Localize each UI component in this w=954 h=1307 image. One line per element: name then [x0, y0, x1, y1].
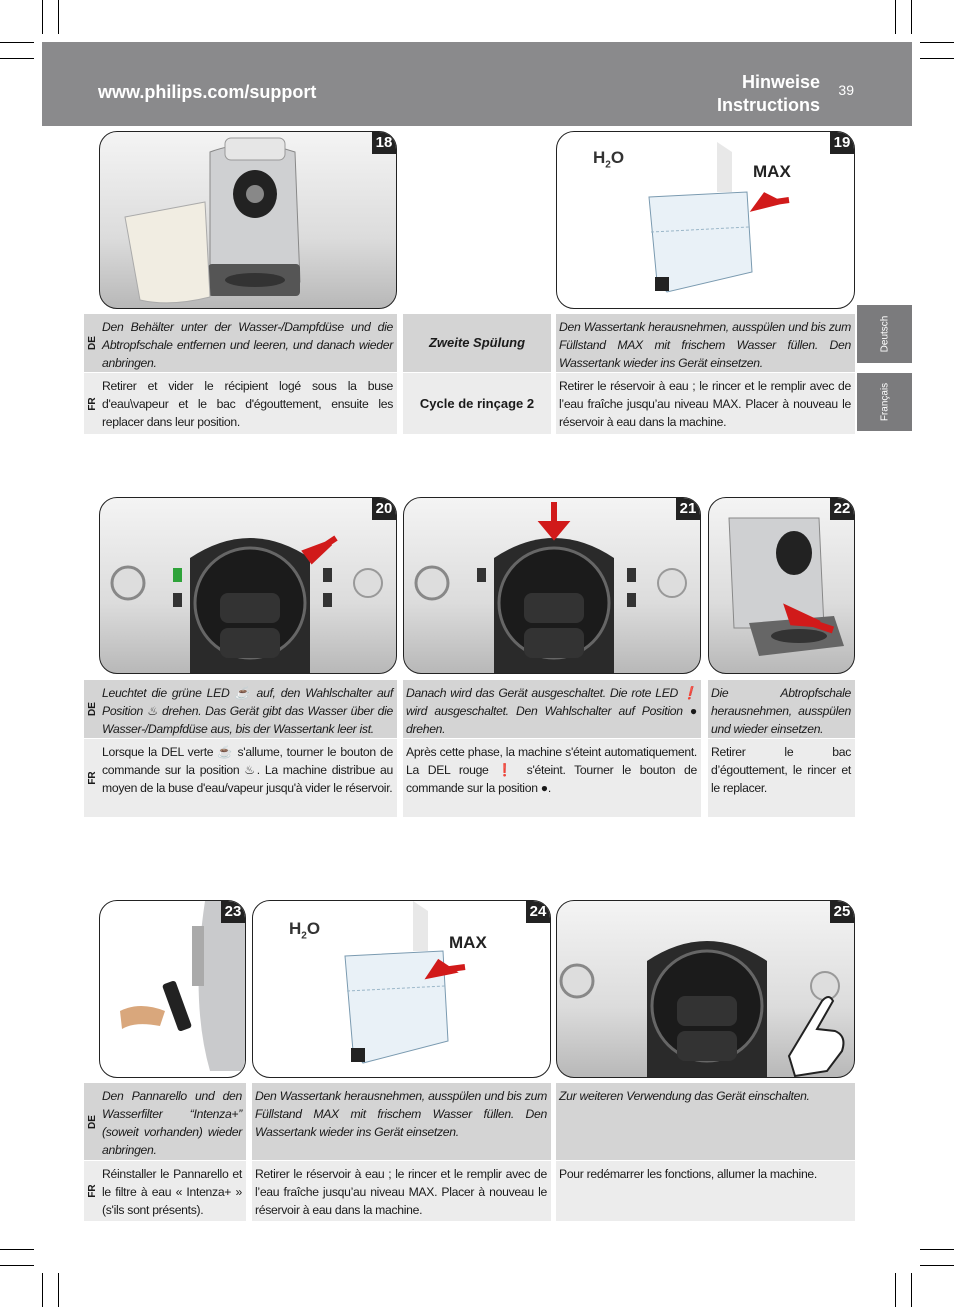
step-25-text-fr: Pour redémarrer les fonctions, allumer la machine.	[556, 1161, 855, 1221]
crop-mark	[895, 1273, 896, 1307]
step-25-photo	[556, 900, 855, 1078]
step-19-photo	[556, 131, 855, 309]
step-19-text-de: Den Wassertank herausnehmen, ausspülen und bis zum Füllstand MAX mit frischem Wasser füllen. Den Wassertank wieder ins Gerät einsetzen.	[556, 314, 855, 372]
step-20-text-de: DE Leuchtet die grüne LED ☕ auf, den Wahlschalter auf Position ♨ drehen. Das Gerät gibt das Wasser über die Wasser-/Dampfdüse aus, bis der Wassertank leer ist.	[84, 680, 397, 738]
drip-tray-illustration	[709, 498, 855, 674]
control-panel-illustration	[404, 498, 701, 674]
step-18-text-de: DE Den Behälter unter der Wasser-/Dampfdüse und die Abtropfschale entfernen und leeren, und danach wieder anbringen.	[84, 314, 397, 372]
step-number: 21	[676, 498, 700, 520]
rinse-title-de: Zweite Spülung	[403, 314, 551, 372]
section-title-fr: Instructions	[716, 95, 820, 115]
step-number: 18	[372, 132, 396, 154]
crop-mark	[920, 1265, 954, 1266]
h2o-label: $H_2O$	[593, 148, 625, 171]
step-21-photo	[403, 497, 701, 674]
step-22-photo	[708, 497, 855, 674]
step-24-photo	[252, 900, 551, 1078]
page-number: 39	[838, 82, 854, 98]
crop-mark	[895, 0, 896, 34]
lang-tab-francais[interactable]: Français	[857, 373, 912, 431]
max-label: MAX	[753, 162, 791, 181]
step-18-photo	[99, 131, 397, 309]
rinse-title-fr: Cycle de rinçage 2	[403, 373, 551, 434]
crop-mark	[911, 1273, 912, 1307]
step-24-text-fr: Retirer le réservoir à eau ; le rincer et le remplir avec de l’eau fraîche jusqu’au niveau MAX. Placer à nouveau le réservoir à eau dans la machine.	[252, 1161, 551, 1221]
crop-mark	[911, 0, 912, 34]
page-header	[42, 42, 912, 126]
step-number: 23	[221, 901, 245, 923]
step-19-text-fr: Retirer le réservoir à eau ; le rincer et le remplir avec de l’eau fraîche jusqu’au niveau MAX. Placer à nouveau le réservoir à eau dans la machine.	[556, 373, 855, 434]
step-23-text-de: DE Den Pannarello und den Wasserfilter “Intenza+” (soweit vorhanden) wieder anbringen.	[84, 1083, 246, 1160]
crop-mark	[0, 1265, 34, 1266]
step-number: 22	[830, 498, 854, 520]
crop-mark	[0, 42, 34, 43]
step-22-text-de: Die Abtropfschale herausnehmen, ausspülen und wieder einsetzen.	[708, 680, 855, 738]
step-24-text-de: Den Wassertank herausnehmen, ausspülen und bis zum Füllstand MAX mit frischem Wasser füllen. Den Wassertank wieder ins Gerät einsetzen.	[252, 1083, 551, 1160]
crop-mark	[920, 58, 954, 59]
max-label: MAX	[449, 933, 487, 952]
step-number: 20	[372, 498, 396, 520]
power-button-illustration	[557, 901, 855, 1078]
crop-mark	[920, 42, 954, 43]
step-number: 24	[526, 901, 550, 923]
step-23-text-fr: FR Réinstaller le Pannarello et le filtre à eau « Intenza+ » (s'ils sont présents).	[84, 1161, 246, 1221]
crop-mark	[58, 0, 59, 34]
crop-mark	[920, 1249, 954, 1250]
lang-tab-deutsch[interactable]: Deutsch	[857, 305, 912, 363]
crop-mark	[0, 1249, 34, 1250]
support-url[interactable]: www.philips.com/support	[98, 82, 317, 102]
step-21-text-de: Danach wird das Gerät ausgeschaltet. Die rote LED ❗ wird ausgeschaltet. Den Wahlschalter auf Position ● drehen.	[403, 680, 701, 738]
h2o-label: $H_2O$	[289, 919, 321, 942]
step-21-text-fr: Après cette phase, la machine s'éteint automatiquement. La DEL rouge ❗ s'éteint. Tourner le bouton de commande sur la position ●.	[403, 739, 701, 817]
crop-mark	[58, 1273, 59, 1307]
crop-mark	[42, 1273, 43, 1307]
step-20-text-fr: FR Lorsque la DEL verte ☕ s'allume, tourner le bouton de commande sur la position ♨. La machine distribue au moyen de la buse d'eau/vapeur jusqu'à vider le réservoir.	[84, 739, 397, 817]
step-25-text-de: Zur weiteren Verwendung das Gerät einschalten.	[556, 1083, 855, 1160]
crop-mark	[42, 0, 43, 34]
step-18-text-fr: FR Retirer et vider le récipient logé sous la buse d'eau\vapeur et le bac d'égouttement, ensuite les replacer dans leur position.	[84, 373, 397, 434]
pannarello-illustration	[100, 901, 246, 1078]
crop-mark	[0, 58, 34, 59]
step-number: 25	[830, 901, 854, 923]
coffee-machine-with-jug-illustration	[100, 132, 397, 309]
step-number: 19	[830, 132, 854, 154]
control-panel-illustration	[100, 498, 397, 674]
step-20-photo	[99, 497, 397, 674]
step-23-photo	[99, 900, 246, 1078]
step-22-text-fr: Retirer le bac d’égouttement, le rincer et le replacer.	[708, 739, 855, 817]
section-title-de: Hinweise	[741, 72, 820, 92]
